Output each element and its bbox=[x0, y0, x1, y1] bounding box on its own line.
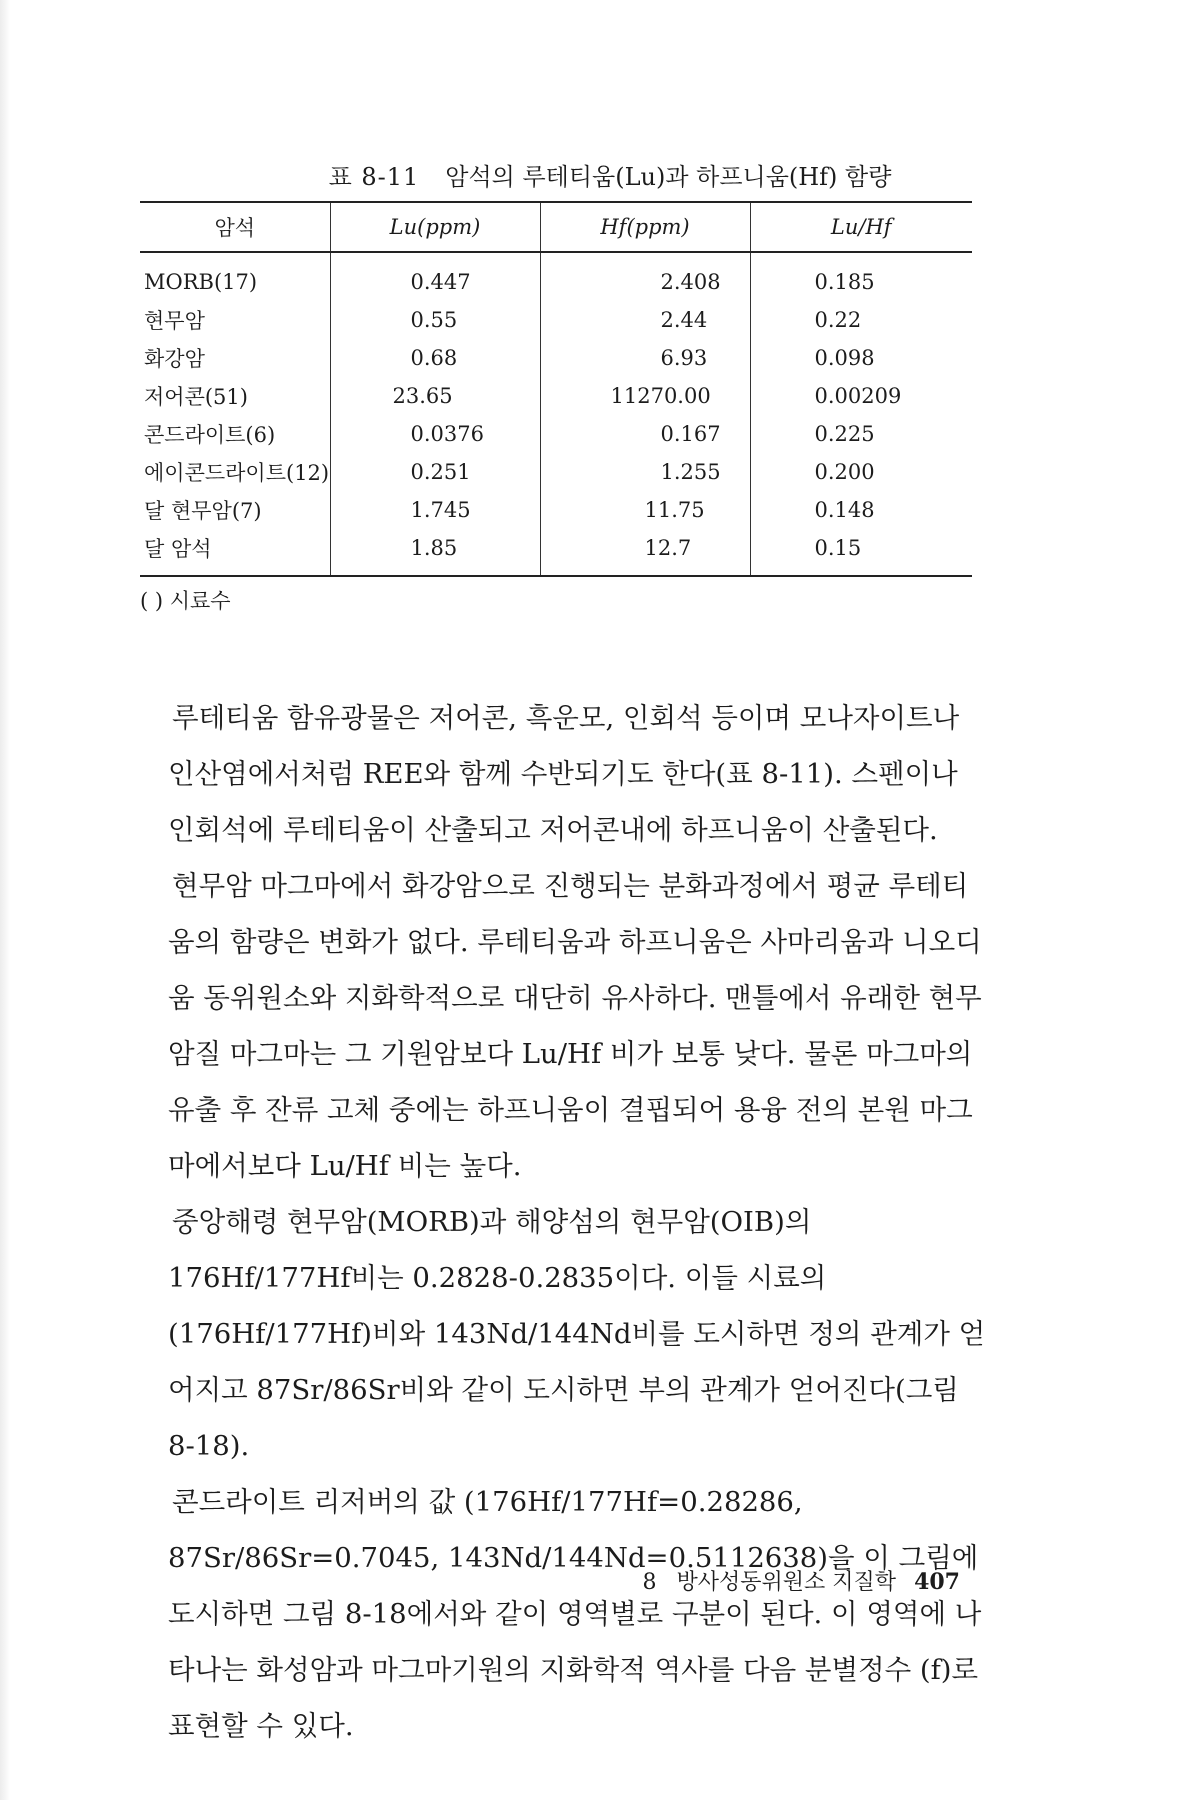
cell-lu: 0.0376 bbox=[330, 415, 540, 453]
table-caption bbox=[140, 157, 1080, 192]
table-caption-label: 표 8-11 bbox=[328, 163, 420, 191]
cell-ratio: 0.098 bbox=[814, 346, 875, 370]
header-hf: Hf(ppm) bbox=[540, 202, 750, 252]
page-footer bbox=[643, 1565, 960, 1596]
table-row bbox=[140, 529, 972, 576]
table-row bbox=[140, 453, 972, 491]
header-lu: Lu(ppm) bbox=[330, 202, 540, 252]
cell-ratio: 0.15 bbox=[750, 529, 972, 576]
cell-rock: 달 암석 bbox=[140, 529, 330, 576]
cell-ratio: 0.185 bbox=[814, 270, 875, 294]
paragraph: 현무암 마그마에서 화강암으로 진행되는 분화과정에서 평균 루테티움의 함량은 변화가 없다. 루테티움과 하프니움은 사마리움과 니오디움 동위원소와 지화학적으로 대단히 유사하다. 맨틀에서 유래한 현무암질 마그마는 그 기원암보다 Lu/Hf 비가 보통 낮다. 물론 마그마의 유출 후 잔류 고체 중에는 하프니움이 결핍되어 용융 전의 본원 마그마에서보다 Lu/Hf 비는 높다. bbox=[168, 870, 982, 1182]
cell-lu: 23.65 bbox=[330, 377, 540, 415]
cell-lu: 1.85 bbox=[330, 529, 540, 576]
cell-hf: 11.75 bbox=[540, 491, 750, 529]
paragraph: 콘드라이트 리저버의 값 (176Hf/177Hf=0.28286, 87Sr/86Sr=0.7045, 143Nd/144Nd=0.5112638)을 이 그림에 도시하면 그림 8-18에서와 같이 영역별로 구분이 된다. 이 영역에 나타나는 화성암과 마그마기원의 지화학적 역사를 다음 분별정수 (f)로 표현할 수 있다. bbox=[168, 1486, 982, 1742]
cell-rock: 화강암 bbox=[140, 339, 330, 377]
cell-hf: 2.408 bbox=[540, 252, 750, 301]
cell-hf: 6.93 bbox=[540, 339, 750, 377]
cell-ratio: 0.00209 bbox=[814, 384, 902, 408]
table-header-row bbox=[140, 202, 972, 252]
table-row bbox=[140, 301, 972, 339]
cell-rock: MORB(17) bbox=[140, 252, 330, 301]
cell-lu: 1.745 bbox=[330, 491, 540, 529]
cell-lu: 0.68 bbox=[330, 339, 540, 377]
table-row bbox=[140, 491, 972, 529]
page-edge-shadow bbox=[0, 0, 10, 1800]
header-rock: 암석 bbox=[140, 202, 330, 252]
table-caption-title: 암석의 루테티움(Lu)과 하프니움(Hf) 함량 bbox=[445, 163, 892, 191]
header-lu-hf: Lu/Hf bbox=[750, 202, 972, 252]
cell-hf: 2.44 bbox=[540, 301, 750, 339]
cell-hf: 1.255 bbox=[540, 453, 750, 491]
cell-hf: 0.167 bbox=[540, 415, 750, 453]
paragraph: 중앙해령 현무암(MORB)과 해양섬의 현무암(OIB)의 176Hf/177Hf비는 0.2828-0.2835이다. 이들 시료의 (176Hf/177Hf)비와 143Nd/144Nd비를 도시하면 정의 관계가 얻어지고 87Sr/86Sr비와 같이 도시하면 부의 관계가 얻어진다(그림 8-18). bbox=[168, 1206, 986, 1462]
table-row bbox=[140, 377, 972, 415]
table-row bbox=[140, 415, 972, 453]
cell-hf: 12.7 bbox=[540, 529, 750, 576]
table-footnote: ( ) 시료수 bbox=[140, 589, 231, 613]
footer-chapter-number: 8 bbox=[642, 1570, 657, 1595]
cell-hf: 11270.00 bbox=[540, 377, 750, 415]
cell-rock: 콘드라이트(6) bbox=[140, 415, 330, 453]
cell-rock: 현무암 bbox=[140, 301, 330, 339]
cell-lu: 0.251 bbox=[330, 453, 540, 491]
cell-lu: 0.55 bbox=[330, 301, 540, 339]
table-row bbox=[140, 252, 972, 301]
cell-ratio: 0.200 bbox=[814, 460, 875, 484]
table-row bbox=[140, 339, 972, 377]
cell-ratio: 0.225 bbox=[814, 422, 875, 446]
cell-lu: 0.447 bbox=[330, 252, 540, 301]
page-number: 407 bbox=[914, 1569, 960, 1595]
lu-hf-table bbox=[140, 201, 972, 577]
cell-rock: 에이콘드라이트(12) bbox=[140, 453, 330, 491]
paragraph: 루테티움 함유광물은 저어콘, 흑운모, 인회석 등이며 모나자이트나 인산염에서처럼 REE와 함께 수반되기도 한다(표 8-11). 스펜이나 인회석에 루테티움이 산출되고 저어콘내에 하프니움이 산출된다. bbox=[168, 702, 960, 846]
cell-ratio: 0.148 bbox=[814, 498, 875, 522]
cell-rock: 저어콘(51) bbox=[140, 377, 330, 415]
cell-ratio: 0.22 bbox=[814, 308, 862, 332]
cell-rock: 달 현무암(7) bbox=[140, 491, 330, 529]
footer-chapter-title: 방사성동위원소 지질학 bbox=[676, 1570, 897, 1595]
